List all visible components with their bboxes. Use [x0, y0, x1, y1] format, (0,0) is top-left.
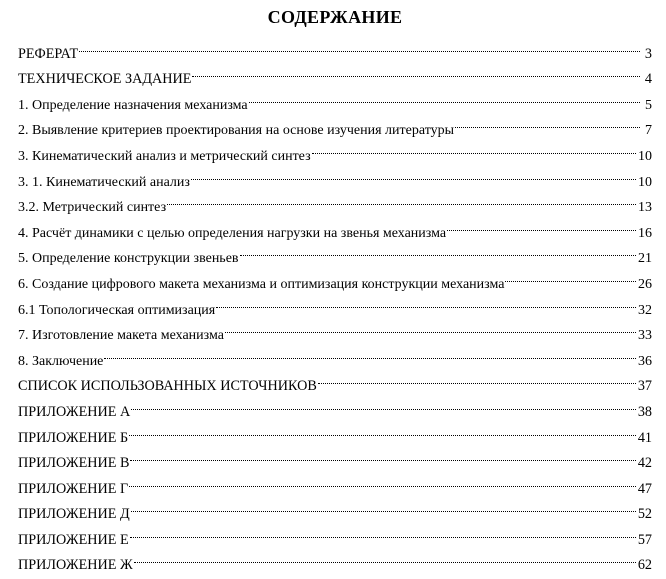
toc-dot-leader — [455, 109, 640, 135]
toc-entry-label: ПРИЛОЖЕНИЕ Д — [18, 506, 130, 523]
toc-entry-page-number: 13 — [638, 200, 652, 216]
toc-entry-page-number: 3 — [644, 45, 652, 62]
toc-dot-leader — [191, 160, 636, 186]
page-title: СОДЕРЖАНИЕ — [267, 7, 403, 27]
toc-entry-label: 1. Определение назначения механизма — [18, 97, 248, 113]
toc-entry-page-number: 10 — [638, 174, 652, 190]
toc-dot-leader — [131, 390, 636, 416]
toc-entry-label: ПРИЛОЖЕНИЕ Б — [18, 429, 129, 446]
toc-entry-page-number: 52 — [637, 506, 652, 523]
toc-entry[interactable] — [18, 339, 652, 369]
toc-entry-label: 3.2. Метрический синтез — [18, 200, 167, 216]
toc-entry-label: 5. Определение конструкции звеньев — [18, 251, 239, 267]
toc-entry-label: 8. Заключение — [18, 353, 104, 369]
toc-entry-page-number: 4 — [644, 71, 652, 88]
toc-entry[interactable] — [18, 58, 652, 88]
toc-entry-label: РЕФЕРАТ — [18, 45, 79, 62]
toc-entry-label: ПРИЛОЖЕНИЕ Ж — [18, 557, 133, 574]
toc-dot-leader — [167, 186, 636, 212]
toc-dot-leader — [134, 544, 636, 570]
toc-dot-leader — [318, 365, 636, 391]
toc-entry-page-number: 47 — [637, 480, 652, 497]
toc-dot-leader — [312, 134, 636, 160]
toc-dot-leader — [249, 83, 640, 109]
toc-dot-leader — [447, 211, 636, 237]
toc-entry-page-number: 21 — [638, 251, 652, 267]
toc-dot-leader — [130, 442, 635, 468]
toc-entry-page-number: 41 — [637, 429, 652, 446]
toc-dot-leader — [240, 237, 636, 263]
toc-entry-page-number: 33 — [638, 328, 652, 344]
toc-entry-label: 7. Изготовление макета механизма — [18, 328, 224, 344]
toc-entry-label: ПРИЛОЖЕНИЕ В — [18, 455, 130, 472]
toc-dot-leader — [216, 288, 636, 314]
toc-entry-label: 2. Выявление критериев проектирования на основе изучения литературы — [18, 123, 455, 139]
toc-entry-page-number: 37 — [637, 378, 652, 395]
toc-entry-page-number: 10 — [638, 148, 652, 164]
toc-dot-leader — [129, 467, 636, 493]
toc-entry-label: ПРИЛОЖЕНИЕ А — [18, 403, 131, 420]
toc-entry-label: 6.1 Топологическая оптимизация — [18, 302, 216, 318]
toc-entry-page-number: 62 — [637, 557, 652, 574]
toc-entry-label: 4. Расчёт динамики с целью определения нагрузки на звенья механизма — [18, 225, 447, 241]
toc-entry-page-number: 38 — [637, 403, 652, 420]
toc-entry-page-number: 42 — [637, 455, 652, 472]
toc-dot-leader — [130, 518, 636, 544]
toc-entry-page-number: 36 — [638, 353, 652, 369]
toc-entry-page-number: 7 — [645, 123, 652, 139]
toc-entry-page-number: 16 — [638, 225, 652, 241]
toc-entry-label: ТЕХНИЧЕСКОЕ ЗАДАНИЕ — [18, 71, 192, 88]
toc-dot-leader — [505, 262, 636, 288]
toc-dot-leader — [225, 314, 636, 340]
toc-dot-leader — [104, 339, 636, 365]
toc-dot-leader — [129, 416, 636, 442]
toc-entry-page-number: 32 — [638, 302, 652, 318]
toc-dot-leader — [192, 58, 640, 84]
table-of-contents — [18, 32, 652, 574]
toc-entry-page-number: 5 — [645, 97, 652, 113]
toc-entry-label: 3. 1. Кинематический анализ — [18, 174, 190, 190]
toc-dot-leader — [79, 32, 640, 58]
toc-entry[interactable] — [18, 365, 652, 395]
toc-entry-label: 6. Создание цифрового макета механизма и оптимизация конструкции механизма — [18, 276, 505, 292]
toc-entry-label: ПРИЛОЖЕНИЕ Г — [18, 480, 129, 497]
toc-entry-page-number: 57 — [637, 531, 652, 548]
toc-entry-label: СПИСОК ИСПОЛЬЗОВАННЫХ ИСТОЧНИКОВ — [18, 378, 317, 395]
toc-entry-label: ПРИЛОЖЕНИЕ Е — [18, 531, 129, 548]
toc-dot-leader — [131, 493, 636, 519]
toc-entry-page-number: 26 — [638, 276, 652, 292]
toc-entry[interactable] — [18, 32, 652, 62]
toc-entry-label: 3. Кинематический анализ и метрический синтез — [18, 148, 311, 164]
